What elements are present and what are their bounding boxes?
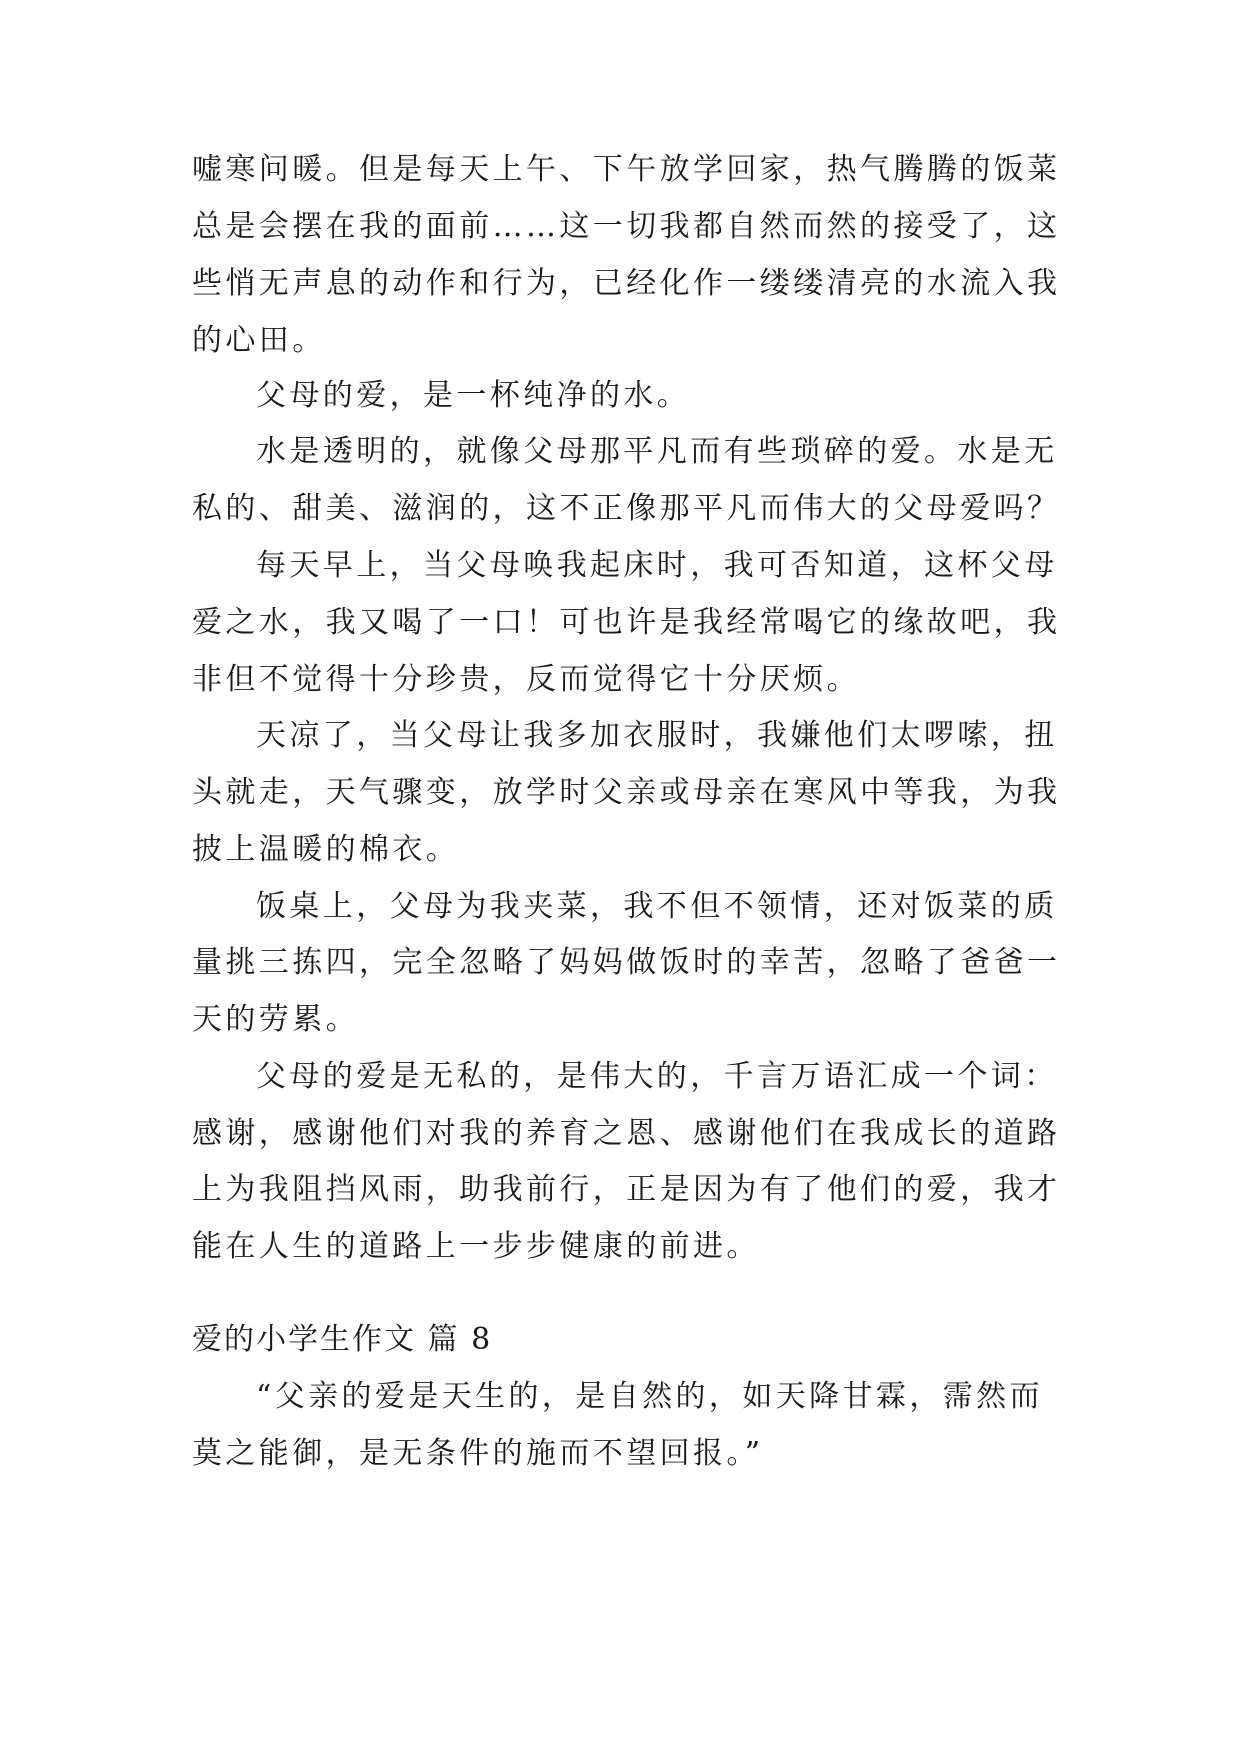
text-line: 量挑三拣四，完全忽略了妈妈做饭时的幸苦，忽略了爸爸一: [192, 945, 1061, 980]
text-line: 嘘寒问暖。但是每天上午、下午放学回家，热气腾腾的饭菜: [192, 152, 1061, 187]
text-line: 天凉了，当父母让我多加衣服时，我嫌他们太啰嗦，扭: [256, 718, 1058, 753]
section-heading: 爱的小学生作文 篇 8: [192, 1322, 493, 1357]
text-line: “父亲的爱是天生的，是自然的，如天降甘霖，霈然而: [256, 1379, 1043, 1414]
text-line: 饭桌上，父母为我夹菜，我不但不领情，还对饭菜的质: [256, 889, 1058, 924]
text-line: 每天早上，当父母唤我起床时，我可否知道，这杯父母: [256, 548, 1058, 583]
text-line: 私的、甜美、滋润的，这不正像那平凡而伟大的父母爱吗？: [192, 491, 1061, 526]
text-line: 总是会摆在我的面前……这一切我都自然而然的接受了，这: [192, 209, 1061, 244]
text-line: 水是透明的，就像父母那平凡而有些琐碎的爱。水是无: [256, 434, 1058, 469]
text-line: 天的劳累。: [192, 1002, 359, 1037]
text-line: 些悄无声息的动作和行为，已经化作一缕缕清亮的水流入我: [192, 266, 1061, 301]
text-line: 父母的爱是无私的，是伟大的，千言万语汇成一个词：: [256, 1059, 1058, 1094]
text-line: 头就走，天气骤变，放学时父亲或母亲在寒风中等我，为我: [192, 775, 1061, 810]
text-line: 爱之水，我又喝了一口！可也许是我经常喝它的缘故吧，我: [192, 605, 1061, 640]
text-line: 披上温暖的棉衣。: [192, 832, 460, 867]
text-line: 非但不觉得十分珍贵，反而觉得它十分厌烦。: [192, 662, 860, 697]
text-line: 感谢，感谢他们对我的养育之恩、感谢他们在我成长的道路: [192, 1116, 1061, 1151]
text-line: 莫之能御，是无条件的施而不望回报。”: [192, 1436, 764, 1471]
text-line: 能在人生的道路上一步步健康的前进。: [192, 1229, 760, 1264]
text-line: 上为我阻挡风雨，助我前行，正是因为有了他们的爱，我才: [192, 1172, 1061, 1207]
text-line: 父母的爱，是一杯纯净的水。: [256, 378, 691, 413]
text-line: 的心田。: [192, 323, 326, 358]
